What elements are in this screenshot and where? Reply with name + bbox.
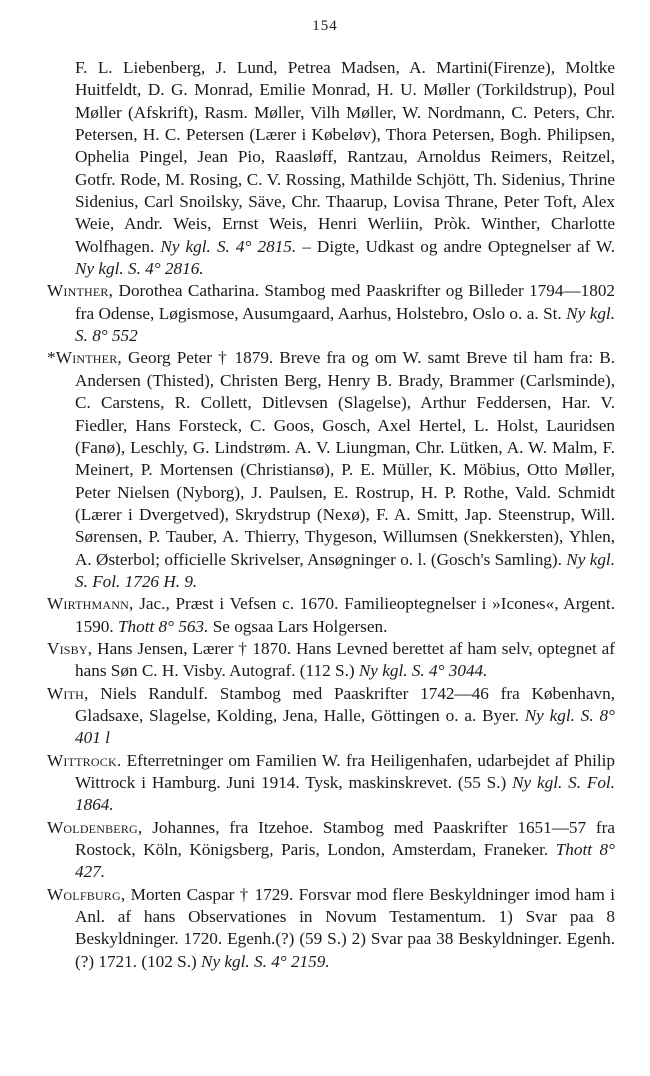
register-entry	[47, 57, 615, 280]
register-entry	[47, 683, 615, 750]
entry-text: Dorothea Catharina. Stambog med Paaskrifter og Billeder 1794—1802 fra Odense, Løgismose, Ausumgaard, Aarhus, Holstebro, Oslo o. a. St.	[75, 281, 616, 323]
entry-headword: *Winther,	[47, 348, 122, 368]
entry-text: Hans Jensen, Lærer † 1870. Hans Levned berettet af ham selv, optegnet af hans Søn C. H. Visby. Autograf. (112 S.)	[75, 638, 616, 681]
entry-text: F. L. Liebenberg, J. Lund, Petrea Madsen, A. Martini(Firenze), Moltke Huitfeldt, D. G. Monrad, Emilie Monrad, H. U. Møller (Torkildstrup), Poul Møller (Afskrift), Rasm. Møller, Vilh Møller, W. Nordmann, C. Peters, Chr. Petersen, H. C. Petersen (Lærer i Købeløv), Thora Petersen, Bogh. Philipsen, Ophelia Pingel, Jean Pio, Raasløff, Rantzau, Arnoldus Reimers, Reitzel, Gotfr. Rode, M. Rosing, C. V. Rossing, Mathilde Schjött, Th. Sidenius, Thrine Sidenius, Carl Snoilsky, Säve, Chr. Thaarup, Lovisa Thrane, Peter Toft, Alex Weie, Andr. Weis, Ernst Weis, Henri Werliin, Pròk. Winther, Charlotte Wolfhagen.	[75, 58, 615, 256]
shelfmark: Ny kgl. S. 8° 401 l	[75, 705, 615, 748]
entry-text: Morten Caspar † 1729. Forsvar mod flere Beskyldninger imod ham i Anl. af hans Observationes in Novum Testamentum. 1) Svar paa 8 Beskyldninger. 1720. Egenh.(?) (59 S.) 2) Svar paa 38 Beskyldninger. Egenh.(?) 1721. (102 S.)	[75, 884, 615, 971]
page-number: 154	[312, 18, 338, 34]
entry-headword: Wolfburg,	[47, 884, 126, 904]
entry-headword: Visby,	[47, 638, 93, 658]
shelfmark: Ny kgl. S. 8° 552	[75, 303, 615, 346]
entry-headword: With,	[47, 683, 89, 703]
shelfmark: Thott 8° 563.	[117, 616, 209, 636]
entry-headword: Woldenberg,	[47, 817, 143, 837]
entry-text: Georg Peter † 1879. Breve fra og om W. samt Breve til ham fra: B. Andersen (Thisted), Christen Berg, Henry B. Brady, Brammer (Carlsminde), C. Carstens, R. Collett, Ditlevsen (Slagelse), Arthur Feddersen, Har. V. Fiedler, Hans Forsteck, C. Goos, Gosch, Axel Hertel, L. Holst, Lauridsen (Fanø), Leschly, G. Lindstrøm. A. V. Liungman, Chr. Lütken, A. W. Malm, F. Meinert, P. Mortensen (Christiansø), P. E. Müller, K. Möbius, Otto Møller, Peter Nielsen (Nyborg), J. Paulsen, E. Rostrup, H. P. Rothe, Vald. Schmidt (Lærer i Dvergetved), Skrydstrup (Nexø), F. A. Smitt, Jap. Steenstrup, Will. Sørensen, P. Tauber, A. Thierry, Thygeson, Willumsen (Snekkersten), Yhlen, A. Østerbol; officielle Skrivelser, Ansøgninger o. l. (Gosch's Samling).	[75, 348, 615, 569]
shelfmark: Ny kgl. S. 4° 2816.	[75, 259, 204, 279]
entry-text: Jac., Præst i Vefsen c. 1670. Familieoptegnelser i »Icones«, Argent. 1590.	[75, 594, 615, 636]
entry-headword: Wittrock.	[47, 750, 122, 770]
entry-text: Efterretninger om Familien W. fra Heiligenhafen, udarbejdet af Philip Wittrock i Hamburg. Juni 1914. Tysk, maskinskrevet. (55 S.)	[75, 750, 615, 792]
register-entry	[47, 750, 615, 817]
register-entry	[47, 593, 615, 638]
entry-text: Johannes, fra Itzehoe. Stambog med Paaskrifter 1651—57 fra Rostock, Köln, Königsberg, Paris, London, Amsterdam, Franeker.	[75, 817, 615, 860]
entry-headword: Winther,	[47, 281, 114, 301]
entry-text: Niels Randulf. Stambog med Paaskrifter 1742—46 fra København, Gladsaxe, Slagelse, Kolding, Jena, Halle, Göttingen o. a. Byer.	[75, 683, 616, 725]
shelfmark: Ny kgl. S. 4° 2159.	[201, 951, 330, 971]
register-entries	[47, 57, 615, 973]
register-entry	[47, 817, 615, 884]
register-entry	[47, 280, 615, 347]
register-entry	[47, 347, 615, 593]
shelfmark: Ny kgl. S. Fol. 1726 H. 9.	[75, 549, 616, 591]
entry-tail: Se ogsaa Lars Holgersen.	[212, 616, 388, 636]
shelfmark: Ny kgl. S. Fol. 1864.	[75, 773, 615, 815]
shelfmark: Thott 8° 427.	[75, 840, 616, 882]
register-entry	[47, 638, 615, 683]
entry-tail: – Digte, Udkast og andre Optegnelser af W.	[302, 236, 616, 256]
register-entry	[47, 884, 615, 973]
shelfmark: Ny kgl. S. 4° 2815.	[160, 236, 297, 256]
entry-headword: Wirthmann,	[47, 594, 134, 614]
shelfmark: Ny kgl. S. 4° 3044.	[358, 661, 488, 681]
